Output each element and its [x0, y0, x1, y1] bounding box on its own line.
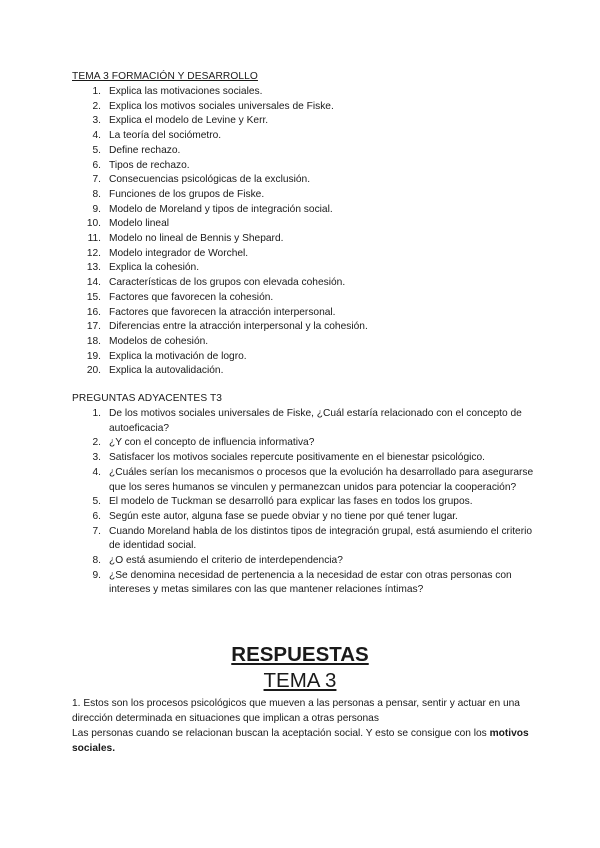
question-item-number: 13. — [86, 262, 101, 274]
question-item-20 — [72, 364, 542, 379]
question-item-15 — [72, 291, 542, 306]
adjacent-question-item-6 — [72, 510, 542, 525]
question-item-7 — [72, 173, 542, 188]
question-item-number: 7. — [92, 174, 101, 186]
adjacent-question-item-text: De los motivos sociales universales de Fiske, ¿Cuál estaría relacionado con el concepto de autoeficacia? — [109, 408, 522, 434]
question-item-6 — [72, 159, 542, 174]
adjacent-question-item-8 — [72, 554, 542, 569]
adjacent-question-item-number: 9. — [92, 569, 101, 581]
question-item-number: 19. — [86, 350, 101, 362]
question-item-number: 1. — [92, 86, 101, 97]
adjacent-question-item-text: ¿Se denomina necesidad de pertenencia a la necesidad de estar con otras personas con intereses y metas similares con las que mantener relaciones íntimas? — [109, 569, 512, 596]
section-title-preguntas-adyacentes: PREGUNTAS ADYACENTES T3 — [72, 393, 223, 404]
question-item-9 — [72, 203, 542, 218]
question-item-text: Funciones de los grupos de Fiske. — [109, 188, 265, 200]
question-item-16 — [72, 306, 542, 321]
question-item-12 — [72, 247, 542, 262]
question-item-text: Explica la cohesión. — [109, 262, 200, 274]
question-item-13 — [72, 261, 542, 276]
question-item-number: 10. — [86, 218, 101, 230]
adjacent-question-item-number: 5. — [92, 496, 101, 508]
question-item-number: 15. — [86, 291, 101, 303]
answer-paragraph-2 — [72, 726, 542, 756]
question-item-text: Explica las motivaciones sociales. — [109, 86, 263, 97]
question-item-5 — [72, 144, 542, 159]
answer-paragraph-2-text: Las personas cuando se relacionan buscan la aceptación social. Y esto se consigue con los — [72, 728, 490, 739]
adjacent-question-item-number: 7. — [92, 525, 101, 537]
question-item-4 — [72, 129, 542, 144]
adjacent-question-item-9 — [72, 569, 542, 598]
question-item-1 — [72, 85, 542, 100]
adjacent-question-item-4 — [72, 466, 542, 495]
adjacent-question-item-text: Según este autor, alguna fase se puede obviar y no tiene por qué tener lugar. — [109, 510, 458, 522]
question-item-text: Modelos de cohesión. — [109, 335, 209, 347]
adjacent-question-item-5 — [72, 495, 542, 510]
question-item-text: Define rechazo. — [109, 144, 181, 156]
adjacent-question-item-number: 4. — [92, 466, 101, 478]
question-item-number: 4. — [92, 130, 101, 142]
adjacent-question-item-number: 3. — [92, 452, 101, 464]
question-item-text: Explica el modelo de Levine y Kerr. — [109, 115, 269, 127]
question-item-text: Explica la motivación de logro. — [109, 350, 247, 362]
question-item-number: 3. — [92, 115, 101, 127]
question-item-14 — [72, 276, 542, 291]
question-item-text: Diferencias entre la atracción interpersonal y la cohesión. — [109, 321, 368, 333]
question-item-number: 14. — [86, 277, 101, 289]
question-item-number: 11. — [87, 233, 101, 245]
question-item-number: 5. — [92, 144, 101, 156]
question-item-text: Modelo lineal — [109, 218, 170, 230]
question-item-8 — [72, 188, 542, 203]
question-item-number: 2. — [92, 100, 101, 112]
adjacent-question-item-number: 6. — [92, 510, 101, 522]
question-list-tema3 — [72, 85, 542, 379]
answers-subheading: TEMA 3 — [263, 669, 337, 692]
question-item-10 — [72, 217, 542, 232]
question-item-text: Modelo integrador de Worchel. — [109, 247, 249, 259]
question-item-number: 16. — [86, 306, 101, 318]
question-item-number: 6. — [92, 159, 101, 171]
question-item-2 — [72, 100, 542, 115]
question-item-text: Explica los motivos sociales universales de Fiske. — [109, 100, 334, 112]
adjacent-question-item-text: ¿Cuáles serían los mecanismos o procesos que la evolución ha desarrollado para asegurarse que los seres humanos se vinculen y permanezcan unidos para potenciar la cooperación? — [109, 466, 534, 493]
question-item-number: 12. — [86, 247, 101, 259]
answers-heading: RESPUESTAS — [231, 643, 369, 666]
adjacent-question-item-text: El modelo de Tuckman se desarrolló para explicar las fases en todos los grupos. — [109, 496, 473, 508]
adjacent-question-item-number: 2. — [92, 437, 101, 449]
section-title-tema3: TEMA 3 FORMACIÓN Y DESARROLLO — [72, 71, 258, 82]
adjacent-question-item-7 — [72, 525, 542, 554]
adjacent-question-item-2 — [72, 436, 542, 451]
question-item-text: Modelo no lineal de Bennis y Shepard. — [109, 233, 284, 245]
question-list-adyacentes — [72, 407, 542, 598]
question-item-11 — [72, 232, 542, 247]
question-item-text: Factores que favorecen la atracción interpersonal. — [109, 306, 336, 318]
answer-paragraph-2-bold: motivos sociales. — [72, 728, 529, 754]
question-item-number: 18. — [86, 335, 101, 347]
adjacent-question-item-text: Satisfacer los motivos sociales repercute positivamente en el bienestar psicológico. — [109, 452, 485, 464]
question-item-17 — [72, 320, 542, 335]
question-item-text: Factores que favorecen la cohesión. — [109, 291, 274, 303]
adjacent-question-item-1 — [72, 407, 542, 436]
answer-block — [72, 696, 542, 756]
adjacent-question-item-3 — [72, 451, 542, 466]
question-item-text: Tipos de rechazo. — [109, 159, 190, 171]
question-item-3 — [72, 114, 542, 129]
adjacent-question-item-text: ¿Y con el concepto de influencia informativa? — [109, 437, 315, 449]
adjacent-question-item-text: ¿O está asumiendo el criterio de interdependencia? — [109, 555, 343, 567]
adjacent-question-item-text: Cuando Moreland habla de los distintos tipos de integración grupal, está asumiendo el criterio de identidad social. — [109, 525, 533, 552]
question-item-text: La teoría del sociómetro. — [109, 130, 222, 142]
question-item-18 — [72, 335, 542, 350]
question-item-number: 9. — [92, 203, 101, 215]
question-item-text: Explica la autovalidación. — [109, 365, 224, 377]
question-item-number: 8. — [92, 188, 101, 200]
question-item-text: Modelo de Moreland y tipos de integración social. — [109, 203, 333, 215]
adjacent-question-item-number: 8. — [92, 555, 101, 567]
question-item-number: 20. — [86, 365, 101, 377]
answer-paragraph-1: 1. Estos son los procesos psicológicos que mueven a las personas a pensar, sentir y actuar en una dirección determinada en situaciones que implican a otras personas — [72, 698, 520, 724]
question-item-19 — [72, 350, 542, 365]
question-item-text: Características de los grupos con elevada cohesión. — [109, 277, 346, 289]
question-item-text: Consecuencias psicológicas de la exclusión. — [109, 174, 311, 186]
adjacent-question-item-number: 1. — [92, 408, 101, 419]
question-item-number: 17. — [86, 321, 101, 333]
